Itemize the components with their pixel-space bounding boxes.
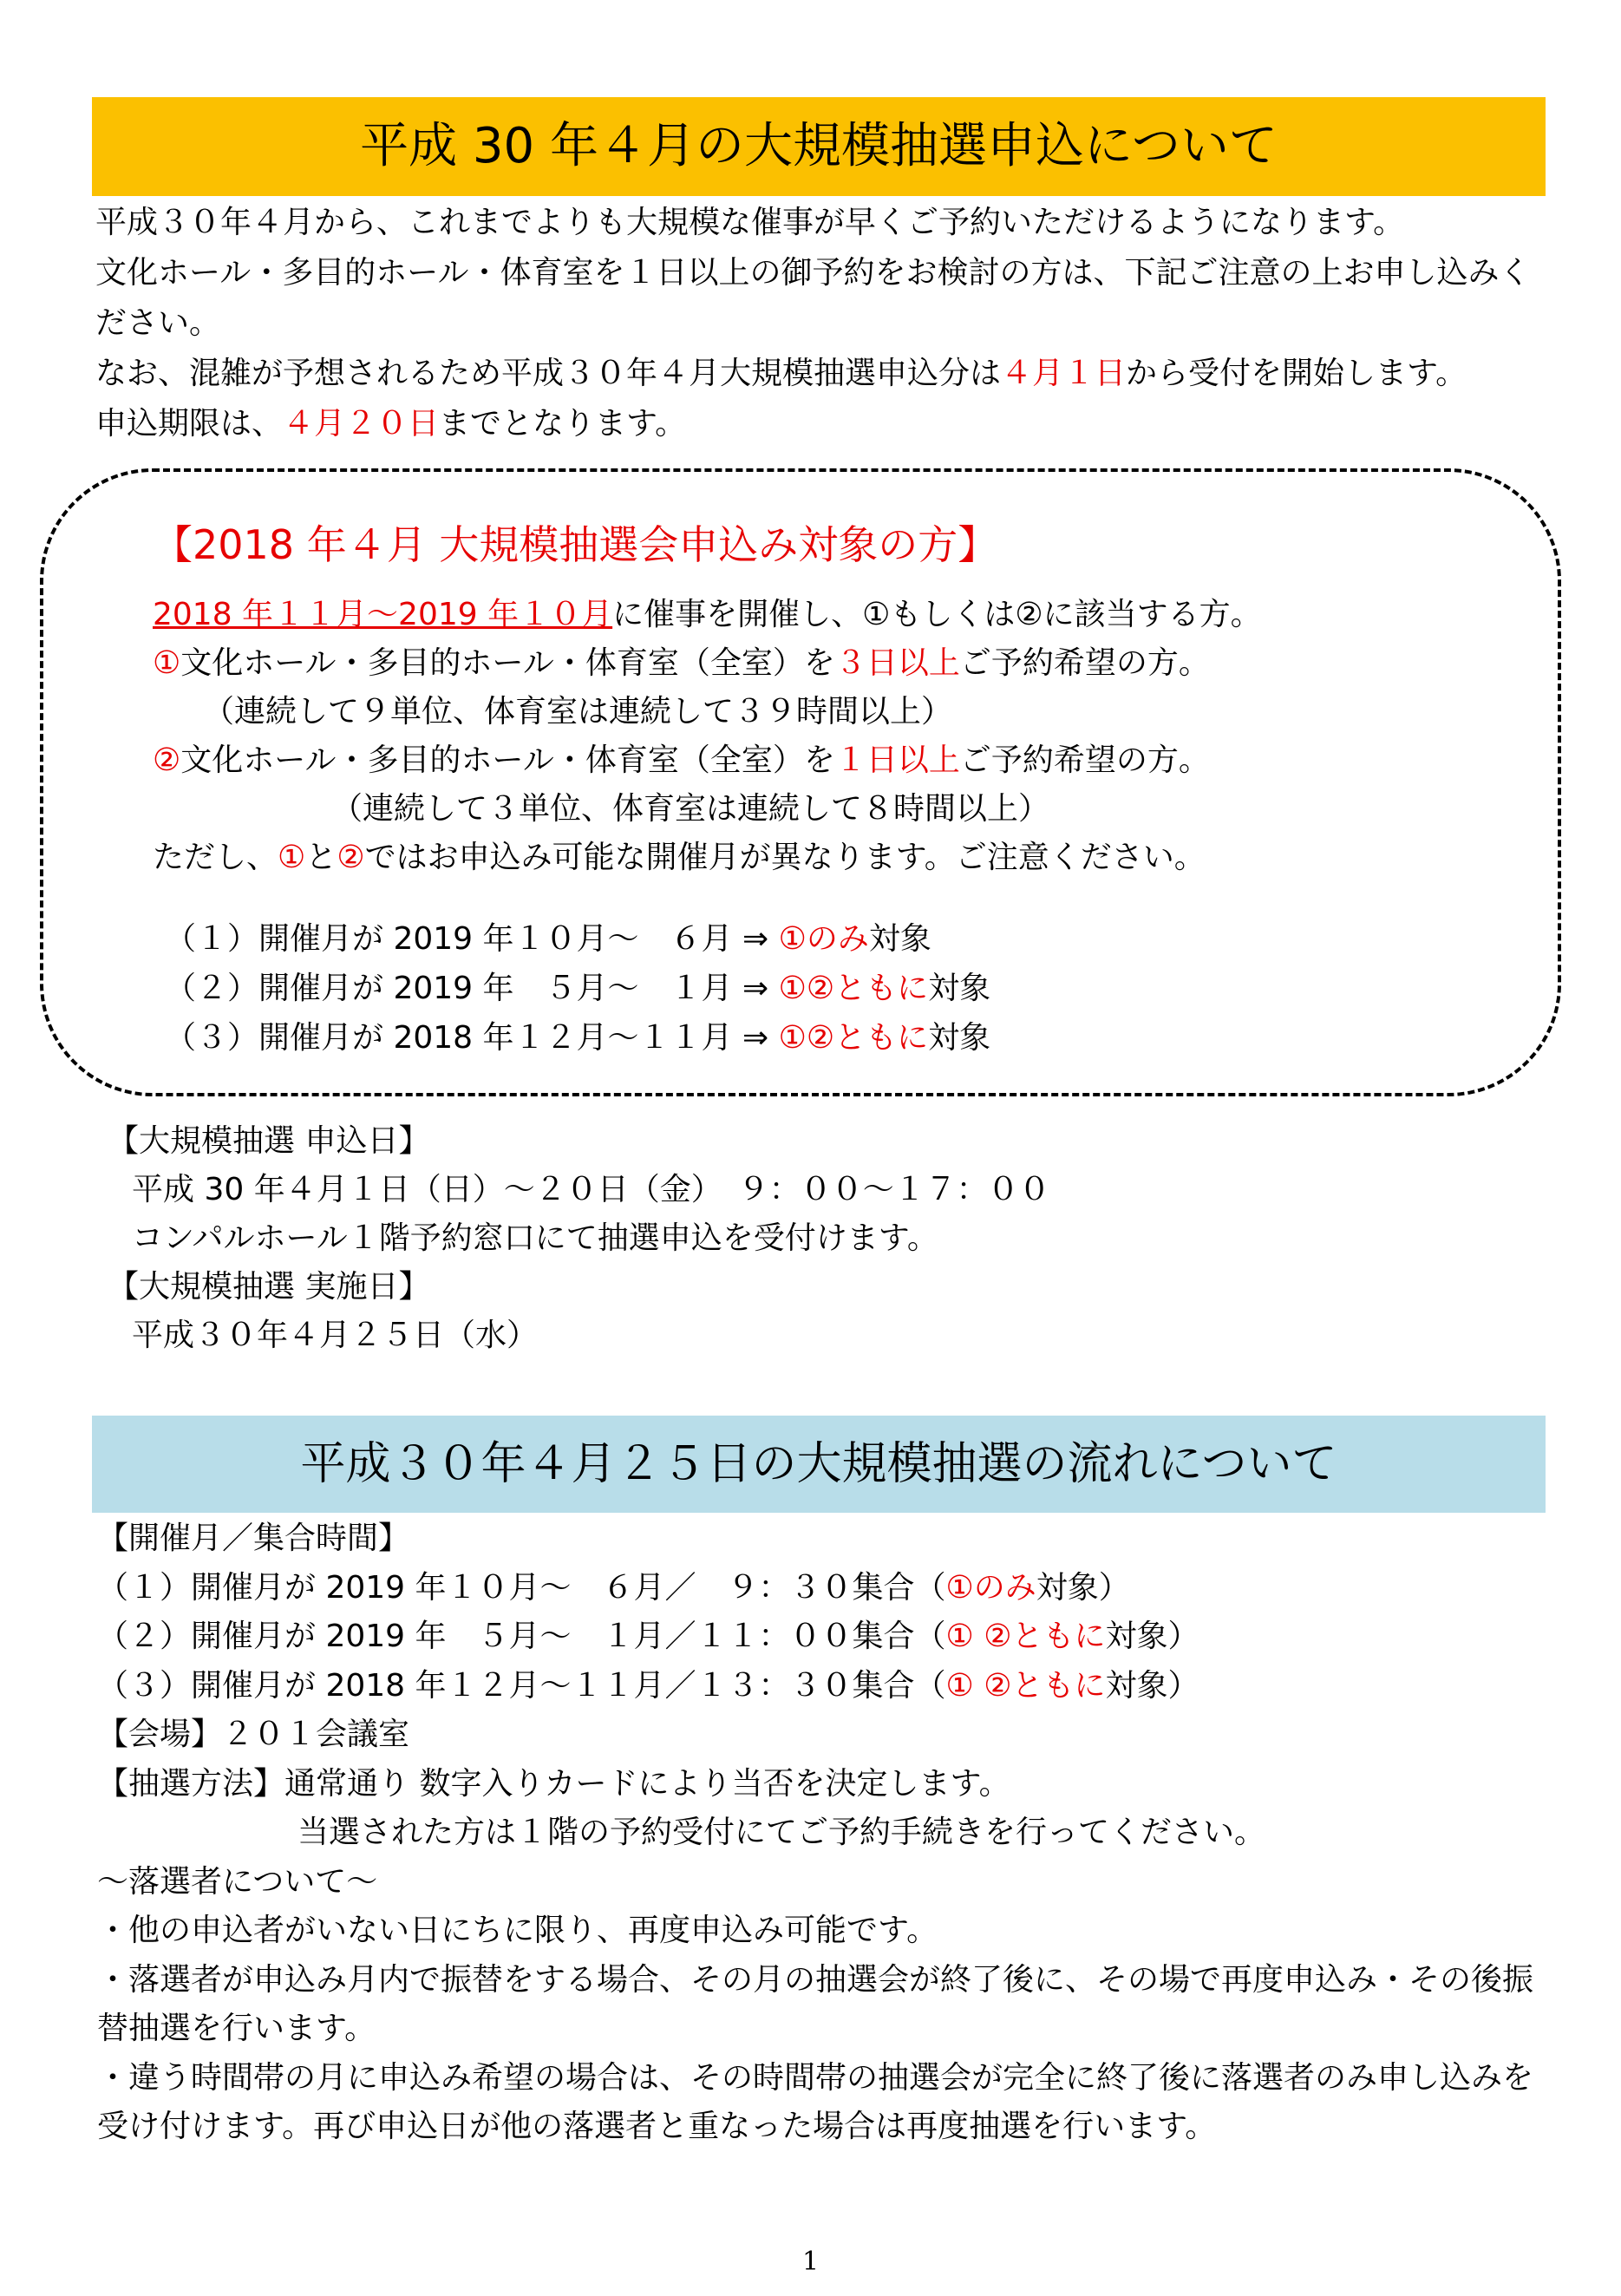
application-date: 平成 30 年４月１日（日）〜２０日（金） ９：００〜１７：００ — [132, 1172, 1050, 1207]
intro-line: 平成３０年４月から、これまでよりも大規模な催事が早くご予約いただけるようになります。 — [95, 205, 1405, 240]
case-item: （３）開催月が 2018 年１２月〜１１月 ⇒ ①②ともに対象 — [165, 1020, 991, 1056]
condition-1: ①文化ホール・多目的ホール・体育室（全室）を３日以上ご予約希望の方。 — [153, 645, 1210, 681]
case-list — [165, 914, 990, 1063]
event-period: 2018 年１１月〜2019 年１０月 — [153, 597, 613, 632]
section-title: 平成３０年４月２５日の大規模抽選の流れについて — [300, 1438, 1337, 1490]
losers-bullet: ・違う時間帯の月に申込み希望の場合は、その時間帯の抽選会が完全に終了後に落選者のみ申し込みを受け付けます。再び申込日が他の落選者と重なった場合は再度抽選を行います。 — [97, 2059, 1534, 2144]
target-box-body — [153, 591, 1523, 882]
intro-section — [95, 198, 1552, 449]
case-item: （２）開催月が 2019 年 ５月〜 １月 ⇒ ①②ともに対象 — [165, 971, 991, 1006]
intro-line: 文化ホール・多目的ホール・体育室を１日以上の御予約をお検討の方は、下記ご注意の上お申し込みください。 — [95, 255, 1531, 341]
application-place: コンパルホール１階予約窓口にて抽選申込を受付けます。 — [132, 1220, 938, 1256]
losers-bullet: ・落選者が申込み月内で振替をする場合、その月の抽選会が終了後に、その場で再度申込み・その後振替抽選を行います。 — [97, 1961, 1534, 2046]
target-box-title: 【2018 年４月 大規模抽選会申込み対象の方】 — [153, 521, 998, 568]
venue-line: 【会場】２０１会議室 — [97, 1717, 410, 1752]
method-line-2: 当選された方は１階の予約受付にてご予約手続きを行ってください。 — [297, 1815, 1266, 1850]
lottery-date-heading: 【大規模抽選 実施日】 — [108, 1269, 430, 1305]
flow-section — [97, 1514, 1563, 2152]
title-banner-2 — [92, 1416, 1546, 1513]
losers-bullet: ・他の申込者がいない日にちに限り、再度申込み可能です。 — [97, 1913, 938, 1948]
schedule-row: （３）開催月が 2018 年１２月〜１１月／１３：３０集合（① ②ともに対象） — [97, 1667, 1199, 1704]
deadline-date: ４月２０日 — [283, 406, 440, 442]
eligibility-line: 2018 年１１月〜2019 年１０月に催事を開催し、①もしくは②に該当する方。 — [153, 597, 1262, 632]
application-section — [108, 1117, 1050, 1360]
caution-line: ただし、①と②ではお申込み可能な開催月が異なります。ご注意ください。 — [153, 840, 1206, 875]
intro-line: 申込期限は、４月２０日までとなります。 — [95, 406, 687, 442]
condition-2-note: （連続して３単位、体育室は連続して８時間以上） — [331, 791, 1050, 827]
case-item: （１）開催月が 2019 年１０月〜 ６月 ⇒ ①のみ対象 — [165, 921, 931, 957]
condition-1-note: （連続して９単位、体育室は連続して３９時間以上） — [203, 694, 953, 729]
schedule-row: （２）開催月が 2019 年 ５月〜 １月／１１：００集合（① ②ともに対象） — [97, 1619, 1199, 1654]
intro-line: なお、混雑が予想されるため平成３０年４月大規模抽選申込分は４月１日から受付を開始します。 — [95, 356, 1467, 391]
losers-heading: 〜落選者について〜 — [97, 1863, 378, 1900]
lottery-date: 平成３０年４月２５日（水） — [132, 1318, 539, 1353]
page-title: 平成 30 年４月の大規模抽選申込について — [360, 118, 1278, 174]
schedule-row: （１）開催月が 2019 年１０月〜 ６月／ ９：３０集合（①のみ対象） — [97, 1569, 1130, 1606]
condition-2: ②文化ホール・多目的ホール・体育室（全室）を１日以上ご予約希望の方。 — [153, 742, 1210, 778]
title-banner-1 — [92, 97, 1546, 196]
method-line: 【抽選方法】通常通り 数字入りカードにより当否を決定します。 — [97, 1765, 1010, 1802]
start-date: ４月１日 — [1001, 356, 1127, 391]
page-number: 1 — [801, 2247, 820, 2277]
application-date-heading: 【大規模抽選 申込日】 — [108, 1123, 430, 1159]
schedule-heading: 【開催月／集合時間】 — [97, 1521, 410, 1556]
